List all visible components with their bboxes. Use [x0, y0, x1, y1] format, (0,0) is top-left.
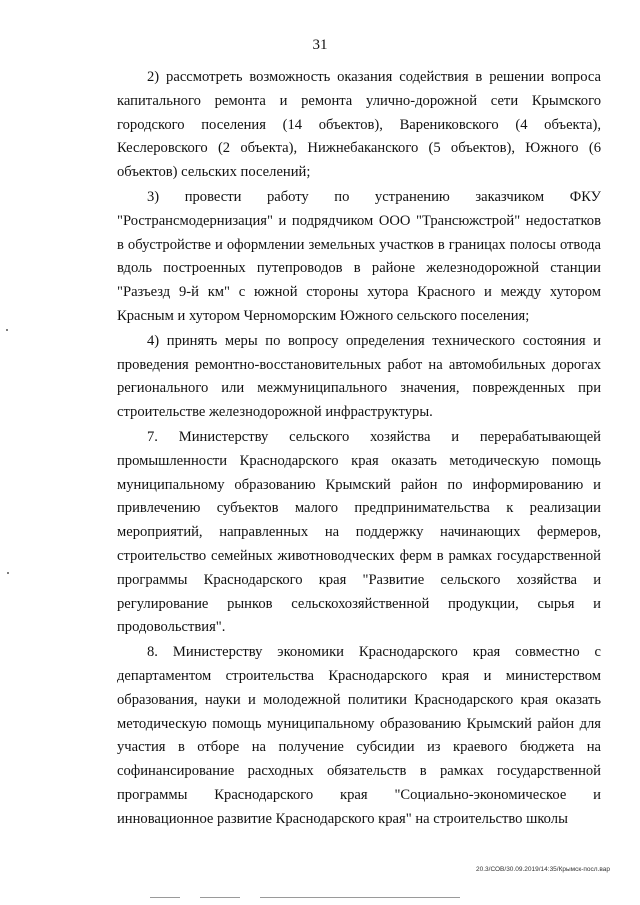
scan-dot-mark [7, 572, 9, 574]
scan-dot-mark [6, 329, 8, 331]
paragraph-item-2: 2) рассмотреть возможность оказания содействия в решении вопроса капитального ремонта и ремонта улично-дорожной сети Крымского городского поселения (14 объектов), Варениковского (4 объекта), Кеслеровского (2 объекта), Нижнебаканского (5 объектов), Южного (6 объектов) сельских поселений; [117, 69, 601, 181]
paragraph-section-7: 7. Министерству сельского хозяйства и перерабатывающей промышленности Краснодарского края оказать методическую помощь муниципальному образованию Крымский район по информированию и привлечению субъектов малого предпринимательства к реализации мероприятий, направленных на поддержку начинающих фермеров, строительство семейных животноводческих ферм в рамках государственной программы Краснодарского края "Развитие сельского хозяйства и регулирование рынков сельскохозяйственной продукции, сырья и продовольствия". [117, 428, 601, 636]
document-body [117, 66, 601, 832]
footer-document-code: 20.3/СОВ/30.09.2019/14:35/Крымск-посл.вар [475, 866, 610, 873]
paragraph-item-3: 3) провести работу по устранению заказчиком ФКУ "Ространсмодернизация" и подрядчиком ООО "Трансюжстрой" недостатков в обустройстве и оформлении земельных участков в границах полосы отвода вдоль построенных путепроводов в районе железнодорожной станции "Разъезд 9-й км" с южной стороны хутора Красного и между хутором Красным и хутором Черноморским Южного сельского поселения; [117, 188, 601, 324]
page-number: 31 [312, 37, 328, 53]
scan-edge-line [150, 897, 180, 898]
scan-edge-line [200, 897, 240, 898]
paragraph-item-4: 4) принять меры по вопросу определения технического состояния и проведения ремонтно-восстановительных работ на автомобильных дорогах регионального или межмуниципального значения, поврежденных при строительстве железнодорожной инфраструктуры. [117, 332, 601, 421]
paragraph-section-8: 8. Министерству экономики Краснодарского края совместно с департаментом строительства Краснодарского края и министерством образования, науки и молодежной политики Краснодарского края оказать методическую помощь муниципальному образованию Крымский район для участия в отборе на получение субсидии из краевого бюджета на софинансирование расходных обязательств в рамках государственной программы Краснодарского края "Социально-экономическое и инновационное развитие Краснодарского края" на строительство школы [117, 644, 601, 827]
scan-edge-line [260, 897, 460, 898]
